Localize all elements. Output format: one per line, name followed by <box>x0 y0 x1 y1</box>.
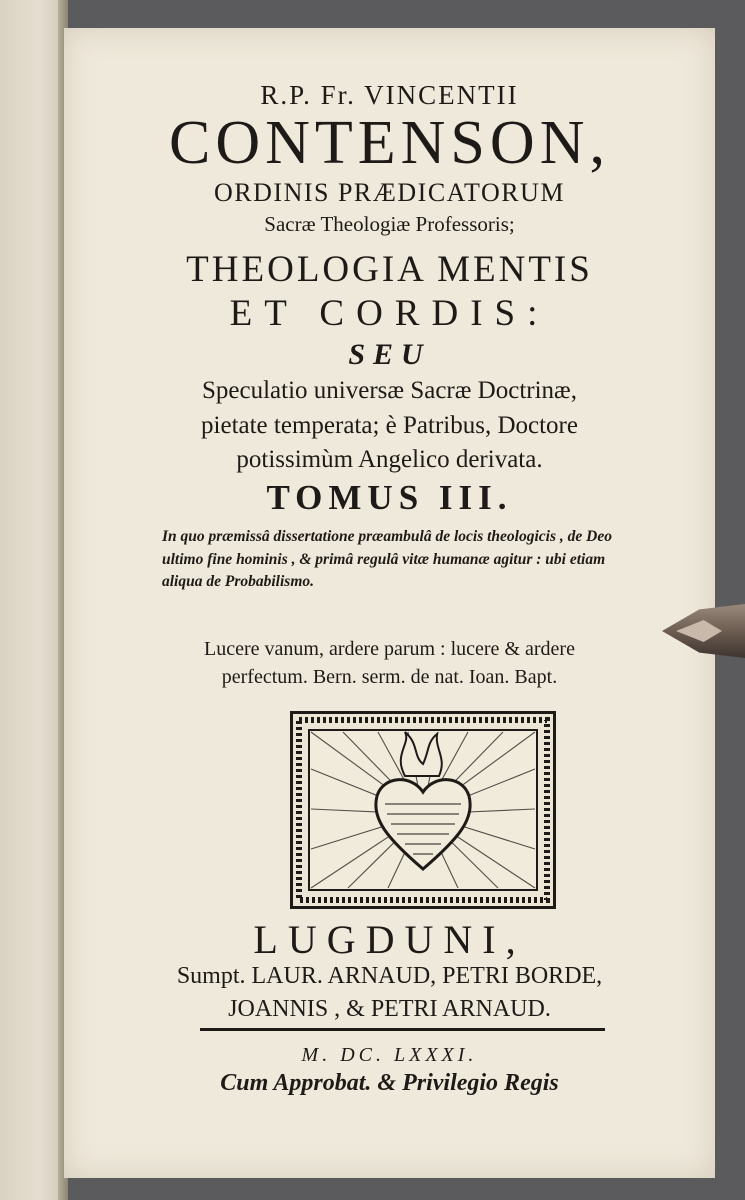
flaming-heart-woodcut-icon <box>290 711 556 909</box>
imprint-divider <box>200 1028 605 1031</box>
imprint-city: LUGDUNI, <box>253 917 526 962</box>
royal-privilege: Cum Approbat. & Privilegio Regis <box>220 1070 559 1096</box>
publication-year: M. DC. LXXXI. <box>301 1044 478 1066</box>
subtitle-line1: Speculatio universæ Sacræ Doctrinæ, <box>202 377 577 404</box>
book-title-line2: ET CORDIS: <box>229 293 550 334</box>
motto-line1: Lucere vanum, ardere parum : lucere & ardere <box>204 638 575 660</box>
imprint-publishers-line2: JOANNIS , & PETRI ARNAUD. <box>228 996 551 1022</box>
volume-number: TOMUS III. <box>266 478 513 517</box>
subtitle-line3: potissimùm Angelico derivata. <box>236 446 543 473</box>
subtitle-line2: pietate temperata; è Patribus, Doctore <box>201 412 578 439</box>
religious-order: ORDINIS PRÆDICATORUM <box>214 178 565 207</box>
author-name: CONTENSON, <box>169 109 610 177</box>
facing-page-edge <box>0 0 66 1200</box>
title-page <box>64 28 715 1178</box>
imprint-publishers-line1: Sumpt. LAUR. ARNAUD, PETRI BORDE, <box>176 963 603 989</box>
book-title-line1: THEOLOGIA MENTIS <box>186 249 593 290</box>
motto-line2: perfectum. Bern. serm. de nat. Ioan. Bapt. <box>221 666 558 688</box>
seu-connector: SEU <box>348 338 431 371</box>
author-profession: Sacræ Theologiæ Professoris; <box>264 212 515 236</box>
author-prefix: R.P. Fr. VINCENTII <box>260 80 519 110</box>
volume-contents: In quo præmissâ dissertatione præambulâ de locis theologicis , de Deo ultimo fine hominis , & primâ regulâ vitæ humanæ agitur : ubi etiam aliqua de Probabilismo. <box>162 528 612 590</box>
